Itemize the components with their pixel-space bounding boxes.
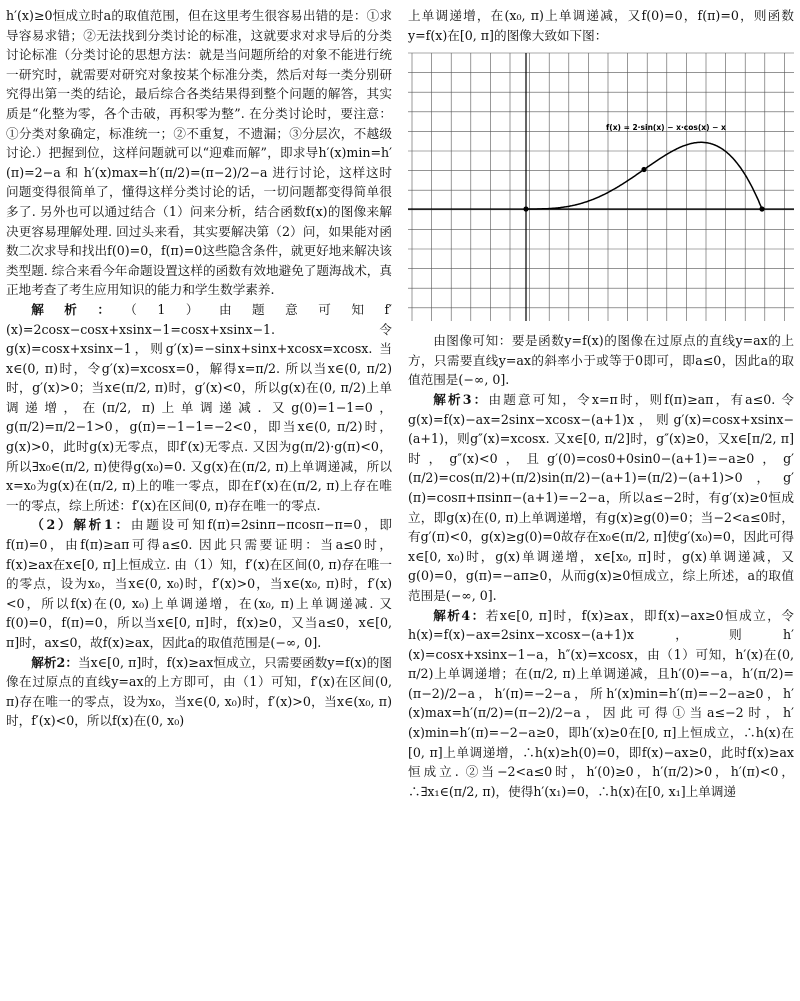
half-pi-point <box>641 167 646 172</box>
solution-label: 解析4： <box>433 607 486 623</box>
solution-part2-method1: （2）解析1：由题设可知f(π)=2sinπ−πcosπ−π=0，即f(π)=0，由f(π)≥aπ可得a≤0. 因此只需要证明：当a≤0时，f(x)≥ax在x∈[0, π]上恒成立. 由（1）知，f′(x)在区间(0, π)存在唯一的零点，设为x₀，当x∈(0, x₀)时，f′(x)>0，当x∈(x₀, π)时，f′(x)<0，所以f(x)在(0, x₀)上单调递增，在(x₀, π)上单调递减. 又f(0)=0，f(π)=0，所以当x∈[0, π]时，f(x)≥0，又当a≤0，x∈[0, π]时，ax≤0，故f(x)≥ax，因此a的取值范围是(−∞, 0]. <box>6 517 392 650</box>
method2-continued: 上单调递增，在(x₀, π)上单调递减，又f(0)=0，f(π)=0，则函数y=f(x)在[0, π]的图像大致如下图： <box>408 8 794 43</box>
function-curve <box>526 142 762 209</box>
origin-point <box>523 207 528 212</box>
solution-label: 解析2： <box>31 654 78 670</box>
solution-label: （2）解析1： <box>31 517 131 533</box>
solution-part1: 解析：（1）由题意可知f′(x)=2cosx−cosx+xsinx−1=cosx+xsinx−1. 令g(x)=cosx+xsinx−1，则g′(x)=−sinx+sinx+xcosx=xcosx. 当x∈(0, π)时，令g′(x)=xcosx=0，解得x=π/2. 所以当x∈(0, π/2)时，g′(x)>0；当x∈(π/2, π)时，g′(x)<0，所以g(x)在(0, π/2)上单调递增，在(π/2, π)上单调递减. 又g(0)=1−1=0，g(π/2)=π/2−1>0，g(π)=−1−1=−2<0，即当x∈(0, π/2)时，g(x)>0，此时g(x)无零点，即f′(x)无零点. 又因为g(π/2)·g(π)<0，所以∃x₀∈(π/2, π)使得g(x₀)=0. 又g(x)在(π/2, π)上单调递减，所以x=x₀为g(x)在(π/2, π)上的唯一零点，即在f′(x)在(π/2, π)上存在唯一的零点，综上所述：f′(x)在区间(0, π)存在唯一的零点. <box>6 301 393 513</box>
solution-part2-method2: 解析2：当x∈[0, π]时，f(x)≥ax恒成立，只需要函数y=f(x)的图像在过原点的直线y=ax的上方即可，由（1）可知，f′(x)在区间(0, π)存在唯一的零点，设为x₀，当x∈(0, x₀)时，f′(x)>0，当x∈(x₀, π)时，f′(x)<0，所以f(x)在(0, x₀) <box>6 654 392 729</box>
graph-conclusion: 由图像可知：要是函数y=f(x)的图像在过原点的直线y=ax的上方，只需要直线y=ax的斜率小于或等于0即可，即a≤0，因此a的取值范围是(−∞, 0]. <box>408 333 794 388</box>
pi-point <box>759 207 764 212</box>
solution-label: 解析3： <box>433 391 489 407</box>
left-column <box>6 6 392 731</box>
right-column <box>408 6 794 801</box>
function-label: f(x) = 2·sin(x) − x·cos(x) − x <box>606 123 726 133</box>
solution-method3: 解析3：由题意可知，令x=π时，则f(π)≥aπ，有a≤0. 令g(x)=f(x)−ax=2sinx−xcosx−(a+1)x，则g′(x)=cosx+xsinx−(a+1)，则g″(x)=xcosx. 又x∈[0, π/2]时，g″(x)≥0，又x∈[π/2, π]时，g″(x)<0，且g′(0)=cos0+0sin0−(a+1)=−a≥0，g′(π/2)=cos(π/2)+(π/2)sin(π/2)−(a+1)=(π/2)−(a+1)>0，g′(π)=cosπ+πsinπ−(a+1)=−2−a，所以a≤−2时，有g′(x)≥0恒成立，即g(x)在(0, π)上单调递增，有g(x)≥g(0)=0；当−2<a≤0时，有g′(π)<0，g(x)≥g(0)=0故存在x₀∈(π/2, π]使g′(x₀)=0，因此可得x∈[0, x₀)时，g(x)单调递增，x∈[x₀, π]时，g(x)单调递减，又g(0)=0，g(π)=−aπ≥0，从而g(x)≥0恒成立，综上所述，a的取值范围是(−∞, 0]. <box>408 391 794 603</box>
commentary-paragraph: h′(x)≥0恒成立时a的取值范围，但在这里考生很容易出错的是：①求导容易求错；②无法找到分类讨论的标准，这就要求对求导后的分类讨论标准（分类讨论的思想方法：就是当问题所给的对象不能进行统一研究时，就需要对研究对象按某个标准分类，然后对每一类分别研究得出第一类的结论，最后综合各类结果得到整个问题的解答，其实质是“化整为零，各个击破，再积零为整”. 在分类讨论时，要注意：①分类对象确定，标准统一；②不重复，不遗漏；③分层次，不越级讨论.）把握到位，这样问题就可以“迎难而解”，即求导h′(x)min=h′(π)=2−a 和 h′(x)max=h′(π/2)=(π−2)/2−a 进行讨论，这样这时问题变得很简单了，懂得这样分类讨论的话，一切问题都变得简单很多了. 另外也可以通过结合（1）问来分析，结合函数f(x)的图像来解决更容易理解处理. 回过头来看，其实要解决第（2）问，如果能对函数二次求导和找出f(0)=0，f(π)=0这些隐含条件，就更好地来解决该类型题. 综合来看今年命题设置这样的函数有效地避免了题海战术，真正地考查了考生应用知识的能力和学生数学素养. <box>6 8 392 298</box>
solution-label: 解析： <box>31 301 131 317</box>
solution-method4: 解析4：若x∈[0, π]时，f(x)≥ax，即f(x)−ax≥0恒成立，令h(x)=f(x)−ax=2sinx−xcosx−(a+1)x，则h′(x)=cosx+xsinx−1−a，h″(x)=xcosx，由（1）可知，h′(x)在(0, π/2)上单调递增；在(π/2, π)上单调递减，且h′(0)=−a，h′(π/2)=(π−2)/2−a，h′(π)=−2−a，所h′(x)min=h′(π)=−2−a≥0，h′(x)max=h′(π/2)=(π−2)/2−a，因此可得①当a≤−2时，h′(x)min=h′(π)=−2−a≥0，即h′(x)≥0在[0, π]上恒成立，∴h(x)在[0, π]上单调递增，∴h(x)≥h(0)=0，即f(x)−ax≥0，此时f(x)≥ax恒成立. ②当−2<a≤0时，h′(0)≥0，h′(π/2)>0，h′(π)<0，∴∃x₁∈(π/2, π)，使得h′(x₁)=0，∴h(x)在[0, x₁]上单调递 <box>408 607 794 799</box>
function-graph <box>408 51 794 323</box>
